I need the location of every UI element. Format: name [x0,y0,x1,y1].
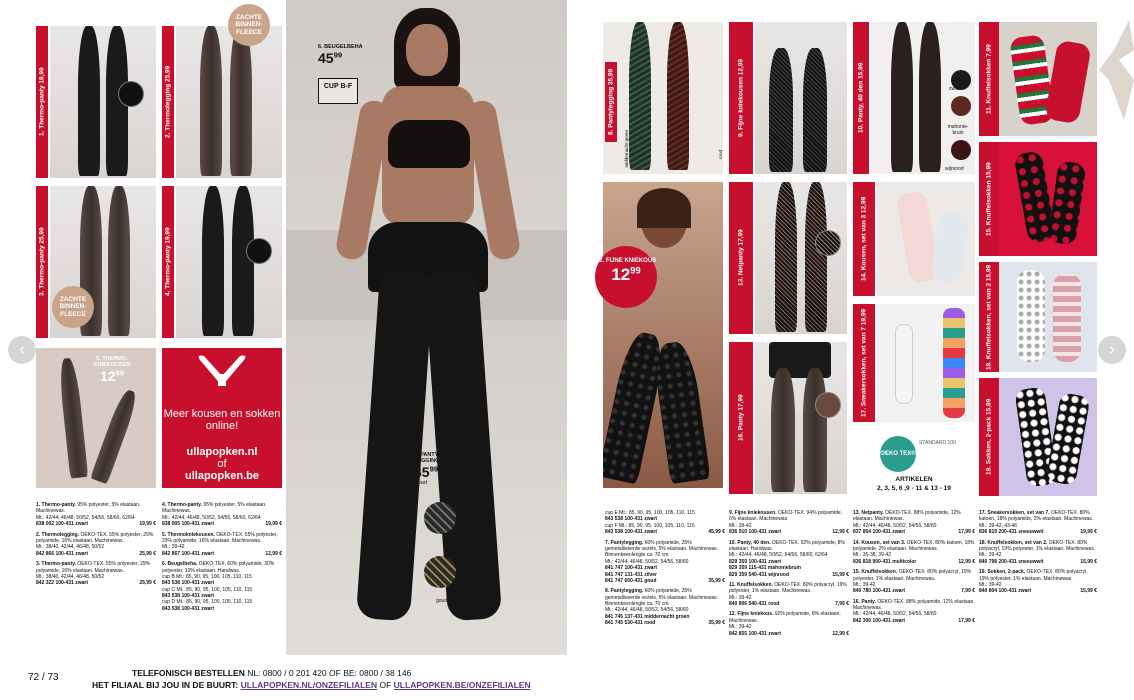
legging-color-green: middernacht groen [624,130,629,168]
articles-list: 2, 3, 5, 6 ,9 - 11 & 13 - 19 [877,485,951,492]
legging-label: 7. PANTY-LEGGING [414,452,440,465]
panty-color-mahogany: mahonie-bruin [947,124,969,136]
product-photo-17[interactable] [877,304,975,422]
swatch-gold[interactable] [424,556,456,588]
oeko-tex-badge: OEKO TEX® [880,436,916,472]
fleece-badge-2: ZACHTE BINNEN-FLEECE [52,286,94,328]
star-decoration-icon [1099,10,1134,130]
legging-tag [414,452,454,486]
promo-link-be[interactable]: ullapopken.be [185,470,259,482]
product-label-9: 9. Fijne kniekousen 12,99 [729,22,753,174]
legging-color: zwart [414,480,428,487]
product-photo-5[interactable] [36,348,156,488]
store-line: HET FILIAAL BIJ JOU IN DE BUURT: ULLAPOPKEN.NL/ONZEFILIALEN OF ULLAPOPKEN.BE/ONZEFILIALEN [92,680,531,690]
next-page-button[interactable]: › [1098,336,1126,364]
bra-tag [318,44,363,66]
bra-label: 6. BEUGELBEHA [318,44,363,50]
knee-socks-label: 5. THERMO-KNIEKOUSEN [93,356,131,369]
bra-price: $45^{99}$ [318,50,343,67]
product-label-11: 11. Knuffelsokken 7,99 [979,22,999,136]
fine-knee-label: 12. FIJNE KNIEKOUS [595,258,657,264]
zoom-detail-icon [246,238,272,264]
swatch-silver-label: zilver [458,542,470,548]
promo-link-nl[interactable]: ullapopken.nl [186,446,258,458]
product-photo-1[interactable] [50,26,156,178]
product-photo-10[interactable] [871,22,975,174]
product-label-10: 10. Panty, 40 den 15,99 [853,22,869,174]
knee-socks-price: $12^{99}$ [99,368,125,385]
product-label-17: 17. Sneakersokken, set van 7 19,99 [853,304,875,422]
product-photo-4[interactable] [176,186,282,338]
articles-title: ARTIKELEN [895,476,933,483]
product-photo-8[interactable] [603,22,723,174]
desc-column-1: 1. Thermo-panty. 95% polyester, 5% elastaan. Machinewas. Mt.: 42/44, 46/48, 50/52, 54/56, 58/60, 62/64 838 002 100-431 zwart 19,99 € 2. Thermolegging. OEKO-TEX. 55% polyester, 29% polyamide, 16% elastaan. Machinewas. Mt.: 38/40, 42/44, 46/48, 50/52 842 866 100-431 zwart 25,99 € 3. Thermo-panty. OEKO-TEX. 55% polyester, 29% polyamide, 16% elastaan. Machinewas. Mt.: 38/40, 42/44, 46/48, 50/52 842 322 100-431 zwart 25,99 € [36,502,156,587]
gift-bow-icon [192,352,252,392]
prev-page-button[interactable]: ‹ [8,336,36,364]
promo-or: of [217,458,227,470]
store-link-be[interactable]: ULLAPOPKEN.BE/ONZEFILIALEN [393,680,531,690]
footer-left [0,660,567,700]
product-label-8: 8. Pantylegging 35,99 [605,62,617,142]
product-label-16: 16. Panty 17,99 [729,342,753,494]
product-photo-9[interactable] [755,22,847,174]
product-label-14: 14. Kousen, set van 3 12,99 [853,182,875,296]
product-label-2: 2. Thermolegging 25,99 [162,26,174,178]
swatch-silver[interactable] [424,502,456,534]
product-label-19: 19. Sokken, 2-pack 15,99 [979,378,999,496]
product-photo-18[interactable] [999,262,1097,372]
online-promo-box[interactable] [162,348,282,488]
product-photo-15[interactable] [999,142,1097,256]
phone-order-line: TELEFONISCH BESTELLEN NL: 0800 / 0 201 420 OF BE: 0800 / 38 146 [132,668,412,678]
panty-color-black: zwart [949,86,961,92]
zoom-detail-icon [815,230,841,256]
zoom-detail-icon [815,392,841,418]
swatch-wine[interactable] [951,140,971,160]
swatch-mahogany[interactable] [951,96,971,116]
desc-column-4: 9. Fijne kniekousen. OEKO-TEX. 94% polyamide, 6% elastaan. Machinewas. Mt.: 39-42 836 910 100-431 zwart 12,99 € 10. Panty, 40 den. OEKO-TEX. 92% polyamide, 8% elastaan. Handwas. Mt.: 42/44, 46/48, 50/52, 54/56, 58/60, 62/64 829 359 100-431 zwart 829 359 115-431 mahoniebruin 829 359 540-431 wijnrood 15,99 € 11. Knuffelsokken. OEKO-TEX. 80% polyacryl, 19% polyester, 1% elastaan. Machinewas. Mt.: 39-42 840 806 540-431 rood 7,99 € 12. Fijne kniekous. 92% polyamide, 8% elastaan. Machinewas. Mt.: 39-42 842 855 100-431 zwart 12,99 € [729,510,849,637]
product-photo-19[interactable] [999,378,1097,496]
product-label-1: 1. Thermo-panty 18,99 [36,26,48,178]
store-link-nl[interactable]: ULLAPOPKEN.NL/ONZEFILIALEN [240,680,378,690]
desc-column-5: 13. Netpanty. OEKO-TEX. 88% polyamide, 12% elastaan. Machinewas. Mt.: 42/44, 46/48, 50/52, 54/56, 58/60 837 854 100-431 zwart 17,99 € 14. Kousen, set van 3. OEKO-TEX. 80% katoen, 18% polyamide, 2% elastaan. Machinewas. Mt.: 35-38, 39-42 836 818 900-431 multicolor 12,99 € 15. Knuffelsokken. OEKO-TEX. 80% polyacryl, 19% polyester, 1% elastaan. Machinewas. Mt.: 39-42 840 780 100-431 zwart 7,99 € 16. Panty. OEKO-TEX. 88% polyamide, 12% elastaan. Machinewas. Mt.: 42/44, 46/48, 50/52, 54/56, 58/60 842 306 100-431 zwart 17,99 € [853,510,975,624]
catalog-page-right [567,0,1134,700]
product-photo-14[interactable] [877,182,975,296]
panty-color-wine: wijnrood [945,166,964,172]
product-photo-16[interactable] [755,342,847,494]
product-label-15: 15. Knuffelsokken 15,99 [979,142,999,256]
fleece-badge: ZACHTE BINNEN-FLEECE [228,4,270,46]
page-numbers: 72 / 73 [28,672,59,683]
product-photo-13[interactable] [755,182,847,334]
footer-right [567,660,1134,700]
desc-column-3: cup E Mt.: 85, 90, 95, 100, 105, 110, 115 843 538 100-431 zwart cup F Mt.: 85, 90, 95, 100, 105, 110, 115 843 538 100-431 zwart 45,99 € 7. Pantylegging. 60% polyamide, 35% gemetalliseerde vezels, 5% elastaan. Machinewas. Binnenbeenlengte ca. 70 cm. Mt.: 42/44, 46/48, 50/52, 54/56, 58/60 841 747 100-431 zwart 841 747 131-431 zilver 841 747 650-431 goud 35,99 € 8. Pantylegging. 60% polyamide, 35% gemetalliseerde vezels, 5% elastaan. Machinewas. Binnenbeenlengte ca. 70 cm. Mt.: 42/44, 46/48, 50/52, 54/56, 58/60 841 745 137-431 middernacht groen 841 745 530-431 rood 35,99 € [605,510,725,627]
product-label-13: 13. Netpanty 17,99 [729,182,753,334]
product-photo-11[interactable] [999,22,1097,136]
product-photo-2[interactable] [176,26,282,178]
product-label-18: 18. Knuffelsokken, set van 2 15,99 [979,262,999,372]
zoom-detail-icon [118,81,144,107]
promo-text: Meer kousen en sokken online! [163,408,281,433]
product-photo-12[interactable] [603,182,723,488]
legging-price: $35^{99}$ [414,464,439,481]
desc-column-6: 17. Sneakersokken, set van 7. OEKO-TEX. 80% katoen, 18% polyamide, 2% elastaan. Machinewas. Mt.: 39-42, 43-46 836 819 200-431 sneeuwwit 19,99 € 18. Knuffelsokken, set van 2. OEKO-TEX. 80% polyacryl, 19% polyester, 1% elastaan. Machinewas. Mt.: 39-42 840 798 200-431 sneeuwwit 15,99 € 19. Sokken, 2-pack. OEKO-TEX. 80% polyacryl, 19% polyester, 1% elastaan. Machinewas. Mt.: 39-42 840 804 100-431 zwart 15,99 € [979,510,1097,595]
fine-knee-price: $12^{99}$ [611,264,641,284]
fine-knee-badge [595,246,657,308]
desc-column-2: 4. Thermo-panty. 95% polyester, 5% elastaan. Machinewas. Mt.: 42/44, 46/48, 50/52, 54/56, 58/60, 62/64 838 005 100-431 zwart 19,99 € 5. Thermokniekousen. OEKO-TEX. 55% polyester, 29% polyamide, 16% elastaan. Machinewas. Mt.: 39-42 842 867 100-431 zwart 12,99 € 6. Beugelbeha. OEKO-TEX. 60% polyamide, 30% polyester, 10% elastaan. Handwas. cup B Mt.: 85, 90, 95, 100, 105, 110, 115 843 538 100-431 zwart cup C Mt.: 85, 90, 95, 100, 105, 110, 115 843 538 100-431 zwart cup D Mt.: 85, 90, 95, 100, 105, 110, 115 843 538 100-431 zwart [162,502,282,612]
product-label-4: 4. Thermo-panty 19,99 [162,186,174,338]
cup-size-box: CUP B-F [318,78,358,104]
swatch-gold-label: goud [436,598,448,604]
legging-color-red: rood [718,150,723,160]
product-label-3: 3. Thermo-panty 25,99 [36,186,48,338]
oeko-standard: STANDARD 100 [919,440,956,446]
